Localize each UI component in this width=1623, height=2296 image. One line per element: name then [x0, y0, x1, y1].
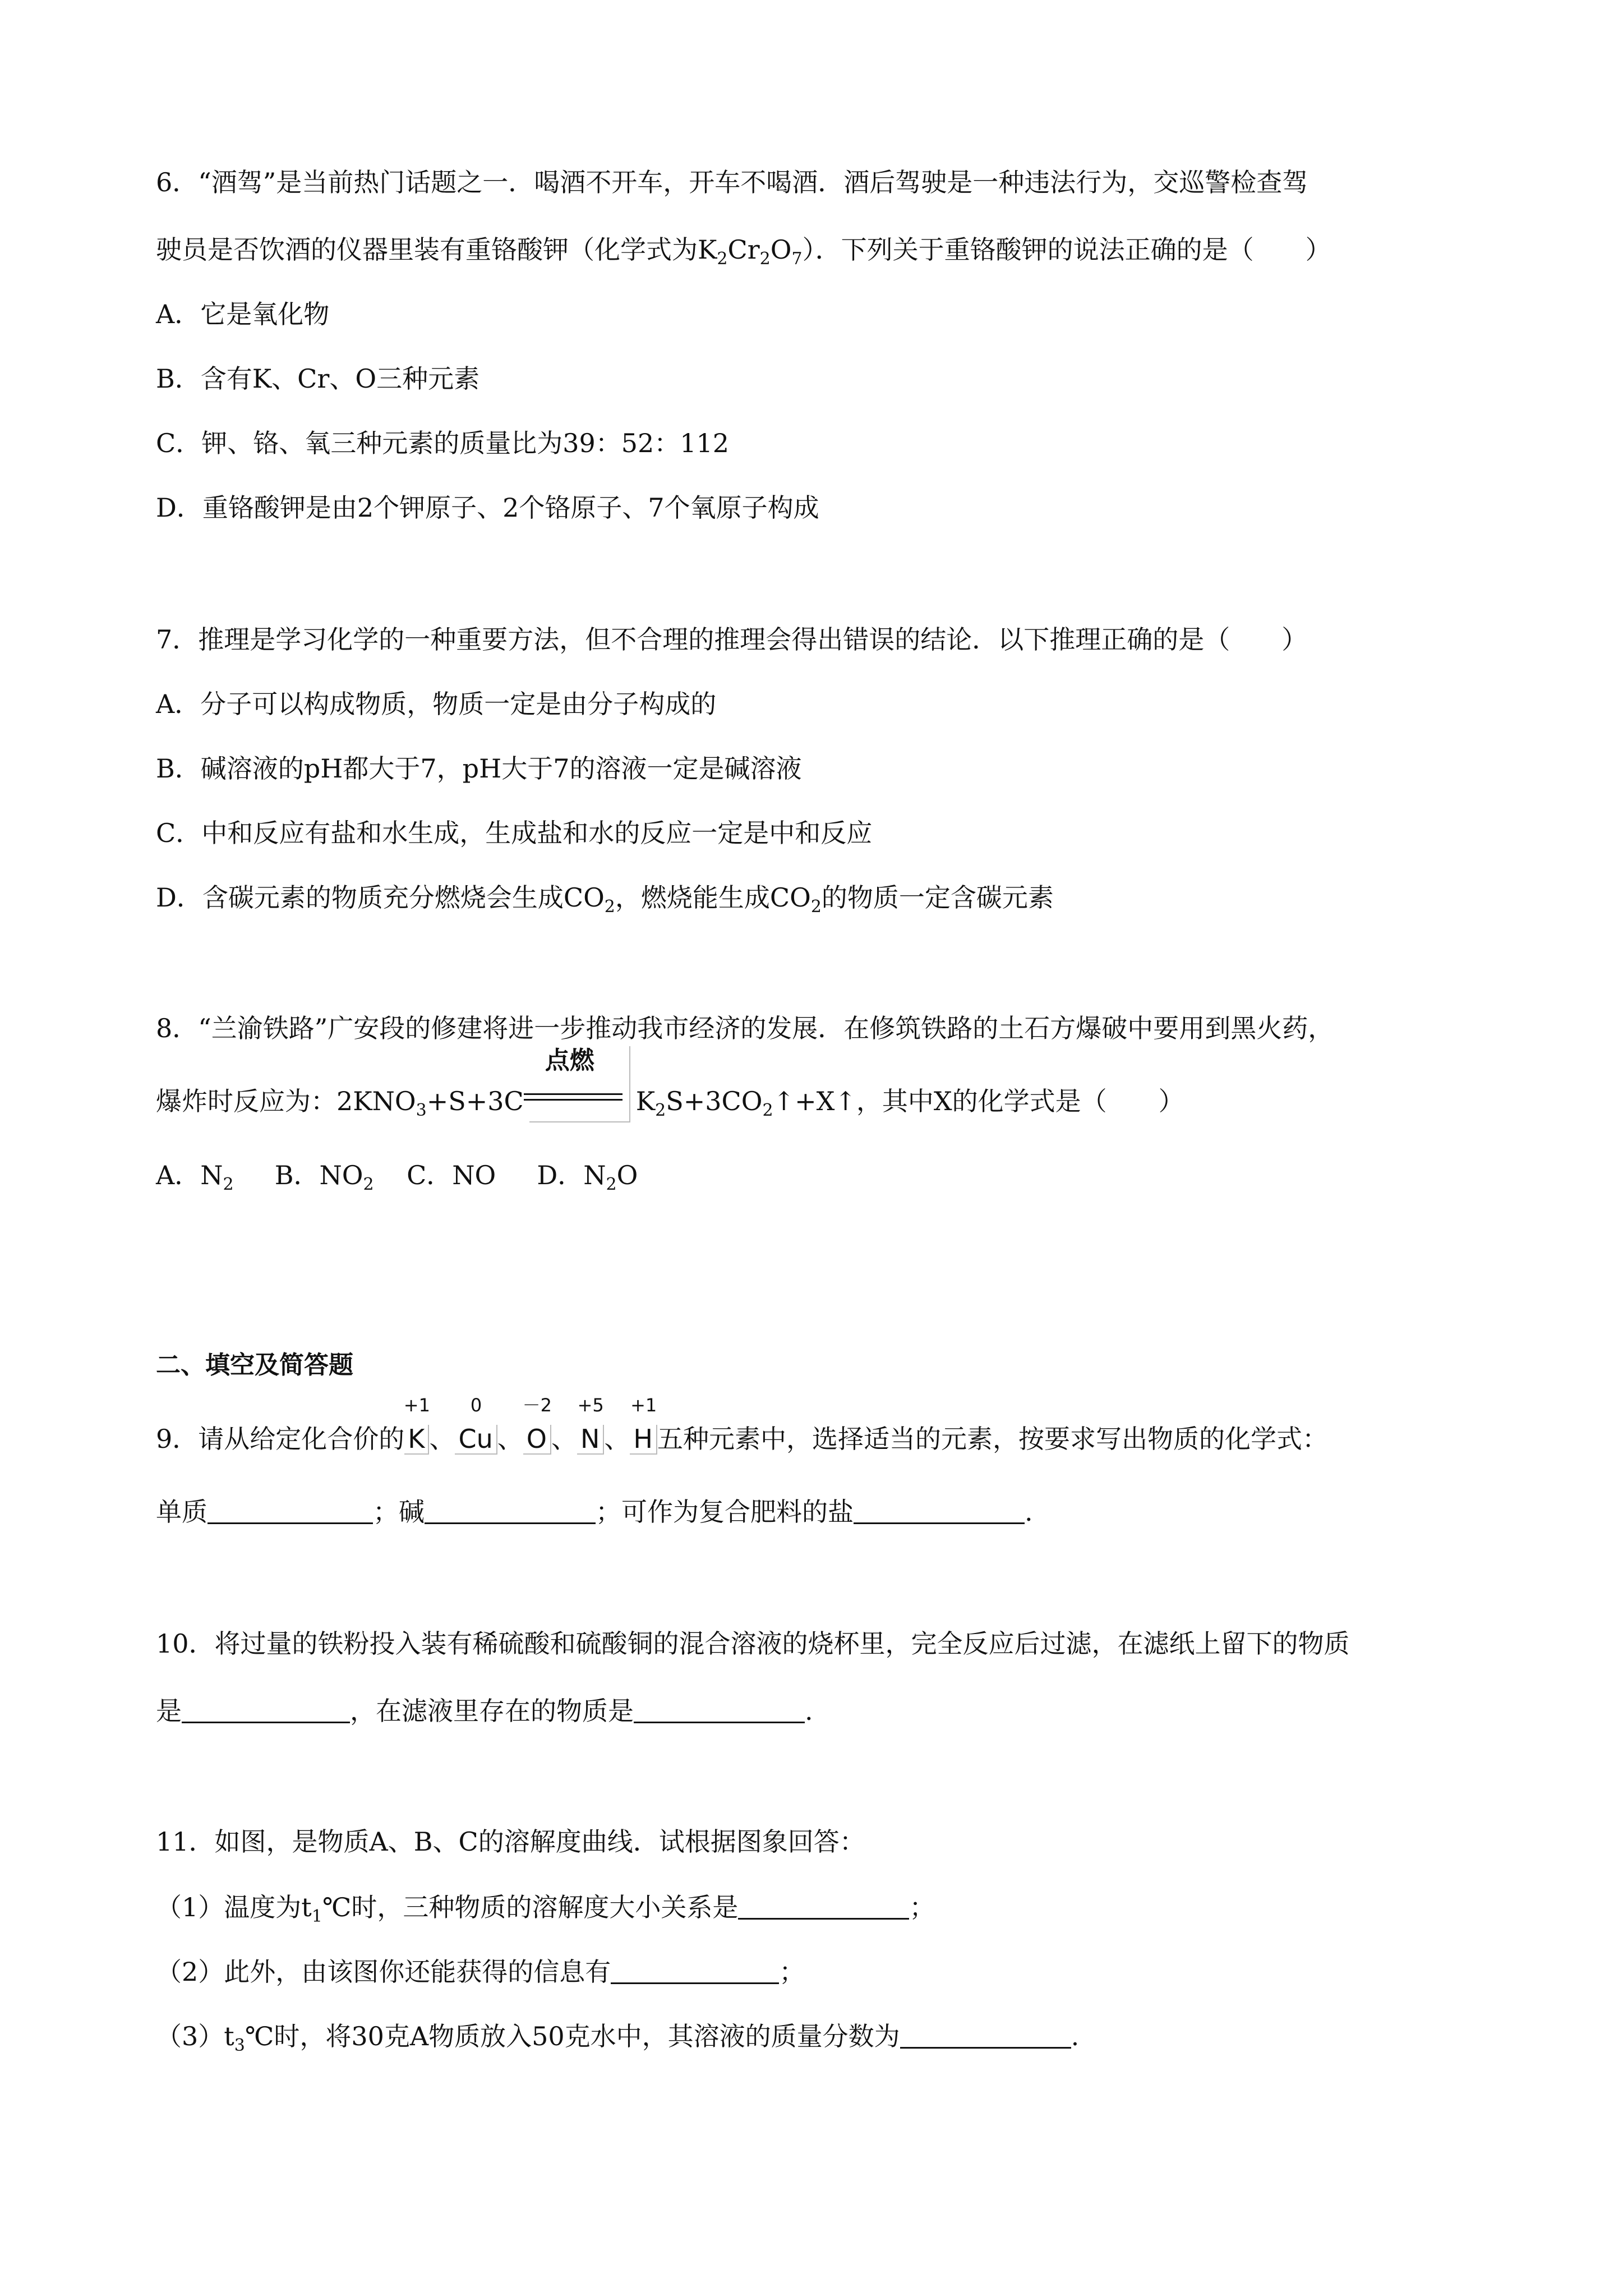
q7-option-c: C．中和反应有盐和水生成，生成盐和水的反应一定是中和反应: [156, 818, 873, 848]
q7-option-a: A．分子可以构成物质，物质一定是由分子构成的: [156, 689, 717, 719]
q6-option-d: D．重铬酸钾是由2个钾原子、2个铬原子、7个氧原子构成: [156, 493, 819, 523]
q6-option-c: C．钾、铬、氧三种元素的质量比为39：52：112: [156, 428, 730, 458]
q8-option-b: B．$NO_2$: [274, 1160, 374, 1194]
q8-option-a: A．$N_2$: [156, 1160, 234, 1194]
q11-part3: $(3)t_3℃$时，将30克A物质放入50克水中，其溶液的质量分数为 .: [156, 2021, 1080, 2055]
equals-bar-bottom: [524, 1099, 623, 1101]
condition-label: 点燃: [545, 1046, 594, 1075]
equals-bar-top: [524, 1093, 623, 1095]
q8-stem-line1: 8．“兰渝铁路”广安段的修建将进一步推动我市经济的发展．在修筑铁路的土石方爆破中要用到黑火药，: [156, 1013, 1334, 1043]
answer-blank-other-info[interactable]: [611, 1961, 779, 1984]
q10-stem-line1: 10．将过量的铁粉投入装有稀硫酸和硫酸铜的混合溶液的烧杯里，完全反应后过滤，在滤纸上留下的物质: [156, 1628, 1350, 1659]
answer-blank-filtrate[interactable]: [634, 1700, 805, 1723]
answer-blank-base[interactable]: [425, 1501, 596, 1524]
q8-option-d: D．$N_2O$: [537, 1160, 638, 1194]
answer-blank-residue[interactable]: [182, 1700, 350, 1723]
q11-part1: （1）温度为$t_1℃$时，三种物质的溶解度大小关系是 ；: [156, 1892, 935, 1926]
q11-stem: 11．如图，是物质A、B、C的溶解度曲线．试根据图象回答：: [156, 1826, 865, 1857]
q6-stem-line1: 6．“酒驾”是当前热门话题之一．喝酒不开车，开车不喝酒．酒后驾驶是一种违法行为，交巡警检查驾: [156, 167, 1308, 197]
q9-answers: 单质 ；碱 ；可作为复合肥料的盐 .: [156, 1497, 1033, 1527]
valence-cu: 0 Cu: [455, 1425, 497, 1455]
answer-blank-element[interactable]: [208, 1501, 373, 1524]
answer-blank-solubility-order[interactable]: [738, 1897, 909, 1920]
q6-option-a: A．它是氧化物: [156, 299, 330, 329]
q6-stem-line2: 驶员是否饮酒的仪器里装有重铬酸钾（化学式为$K_2Cr_2O_7$）．下列关于重铬酸钾的说法正确的是（ ）: [156, 234, 1331, 269]
q6-option-b: B．含有K、Cr、O三种元素: [156, 364, 480, 394]
q10-answers: 是 ，在滤液里存在的物质是 .: [156, 1696, 813, 1726]
q8-option-c: C．NO: [407, 1160, 496, 1190]
q8-options: [156, 1161, 638, 1194]
valence-o: －2 O: [522, 1395, 552, 1454]
valence-k: +1 K: [403, 1395, 430, 1454]
q7-option-b: B．碱溶液的pH都大于7，pH大于7的溶液一定是碱溶液: [156, 753, 802, 784]
section-heading: 二、填空及简答题: [156, 1351, 353, 1379]
answer-blank-mass-fraction[interactable]: [900, 2026, 1071, 2049]
q8-equation-line: 爆炸时反应为：$2KNO_3+S+3C$ 点燃 $K_2S+3CO_2↑+X↑$，其中X的化学式是（ ）: [156, 1085, 1184, 1120]
valence-n: +5 N: [577, 1395, 604, 1454]
valence-h: +1 H: [630, 1395, 657, 1454]
q11-part2: （2）此外，由该图你还能获得的信息有 ；: [156, 1957, 805, 1987]
q9-stem: 9．请从给定化合价的 +1 K 、 0 Cu 、 －2 O 、 +5 N 、 +1 H 五种元素中，选择适当的元素，按要求写出物质的化学式：: [156, 1395, 1328, 1454]
reaction-condition: [524, 1046, 636, 1108]
q7-option-d: D．含碳元素的物质充分燃烧会生成$CO_2$，燃烧能生成$CO_2$的物质一定含碳元素: [156, 882, 1054, 917]
answer-blank-salt[interactable]: [854, 1501, 1025, 1524]
q7-stem: 7．推理是学习化学的一种重要方法，但不合理的推理会得出错误的结论．以下推理正确的是（ ）: [156, 624, 1308, 655]
